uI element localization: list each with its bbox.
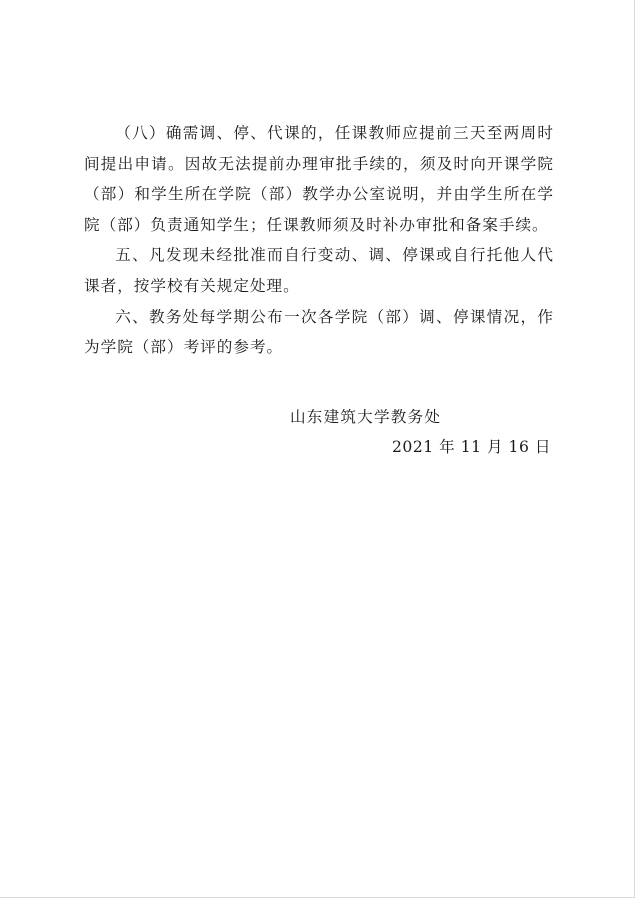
document-body <box>84 118 554 363</box>
signature-organization: 山东建筑大学教务处 <box>290 408 442 426</box>
paragraph-section-5: 五、凡发现未经批准而自行变动、调、停课或自行托他人代课者，按学校有关规定处理。 <box>84 246 554 295</box>
signature-date: 2021 年 11 月 16 日 <box>392 438 551 456</box>
paragraph-item-8: （八）确需调、停、代课的，任课教师应提前三天至两周时间提出申请。因故无法提前办理审批手续的，须及时向开课学院（部）和学生所在学院（部）教学办公室说明，并由学生所在学院（部）负责通知学生；任课教师须及时补办审批和备案手续。 <box>84 124 554 234</box>
paragraph-section-6: 六、教务处每学期公布一次各学院（部）调、停课情况，作为学院（部）考评的参考。 <box>84 307 554 357</box>
